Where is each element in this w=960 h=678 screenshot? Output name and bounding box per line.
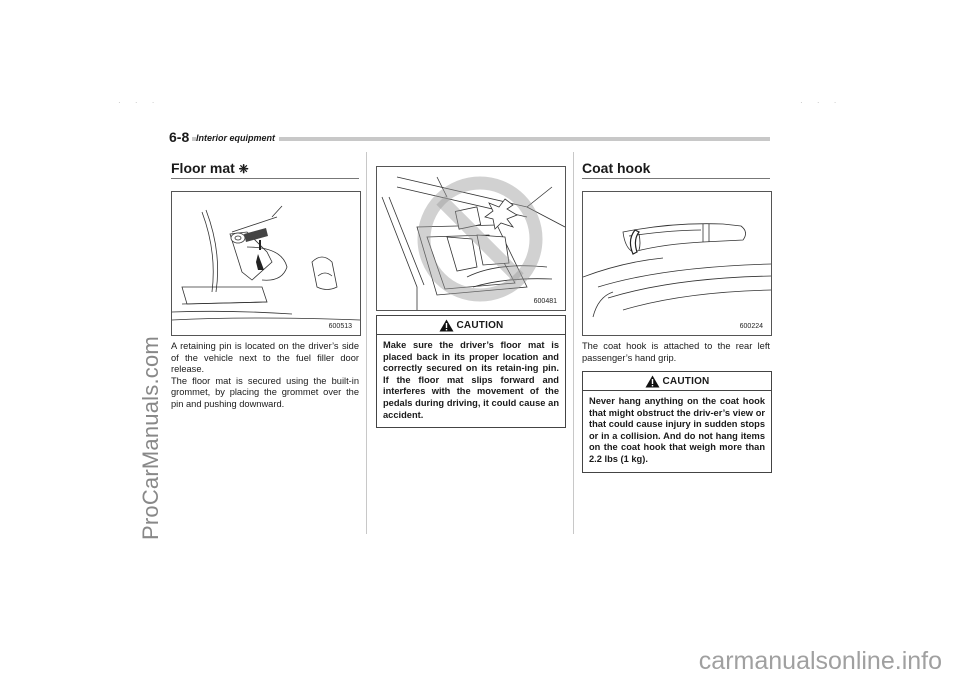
coat-hook-illustration bbox=[583, 192, 771, 335]
corner-marks-left: · · · bbox=[118, 98, 161, 107]
floor-mat-description bbox=[171, 341, 359, 410]
paragraph: The floor mat is secured using the built-in grommet, by placing the grommet over the pin and pushing downward. bbox=[171, 375, 359, 409]
page-number: 6-8 bbox=[169, 129, 192, 145]
figure-code: 600481 bbox=[533, 298, 557, 305]
floor-mat-figure bbox=[171, 191, 361, 336]
caution-label: CAUTION bbox=[662, 375, 710, 387]
bottom-watermark: carmanualsonline.info bbox=[698, 647, 942, 675]
caution-text: Never hang anything on the coat hook that might obstruct the driv-er’s view or that could cause injury in sudden stops or in a collision. And do not hang items on the coat hook that weigh more than 2.2 lbs (1 kg). bbox=[589, 396, 765, 464]
section-name: Interior equipment bbox=[196, 133, 279, 143]
figure-code: 600513 bbox=[328, 323, 352, 330]
floor-mat-illustration bbox=[172, 192, 360, 335]
title-rule-right bbox=[582, 178, 770, 179]
caution-text: Make sure the driver’s floor mat is placed back in its proper location and correctly secured on its retain-ing pin. If the floor mat slips forward and interferes with the movement of the pedals during driving, it could cause an accident. bbox=[383, 340, 559, 420]
floor-mat-title bbox=[171, 160, 249, 176]
warning-triangle-icon bbox=[439, 319, 454, 332]
coat-hook-description: The coat hook is attached to the rear left passenger’s hand grip. bbox=[582, 341, 770, 363]
floor-mat-title-text: Floor mat bbox=[171, 160, 235, 176]
corner-marks-right: · · · bbox=[800, 98, 843, 107]
title-rule-left bbox=[171, 178, 359, 179]
paragraph: A retaining pin is located on the driver’s side of the vehicle next to the fuel filler door release. bbox=[171, 341, 359, 374]
pedal-illustration bbox=[377, 167, 565, 310]
coat-hook-figure bbox=[582, 191, 772, 336]
caution-label: CAUTION bbox=[456, 319, 504, 331]
side-watermark: ProCarManuals.com bbox=[138, 336, 163, 540]
floor-mat-caution-box bbox=[376, 315, 566, 428]
coat-hook-title: Coat hook bbox=[582, 160, 651, 176]
figure-code: 600224 bbox=[739, 323, 763, 330]
warning-triangle-icon bbox=[645, 375, 660, 388]
column-divider-2 bbox=[573, 152, 574, 534]
caution-header bbox=[583, 372, 771, 391]
pedal-figure bbox=[376, 166, 566, 311]
option-symbol-icon: ❈ bbox=[238, 162, 249, 176]
caution-header bbox=[377, 316, 565, 335]
column-divider-1 bbox=[366, 152, 367, 534]
coat-hook-caution-box bbox=[582, 371, 772, 473]
